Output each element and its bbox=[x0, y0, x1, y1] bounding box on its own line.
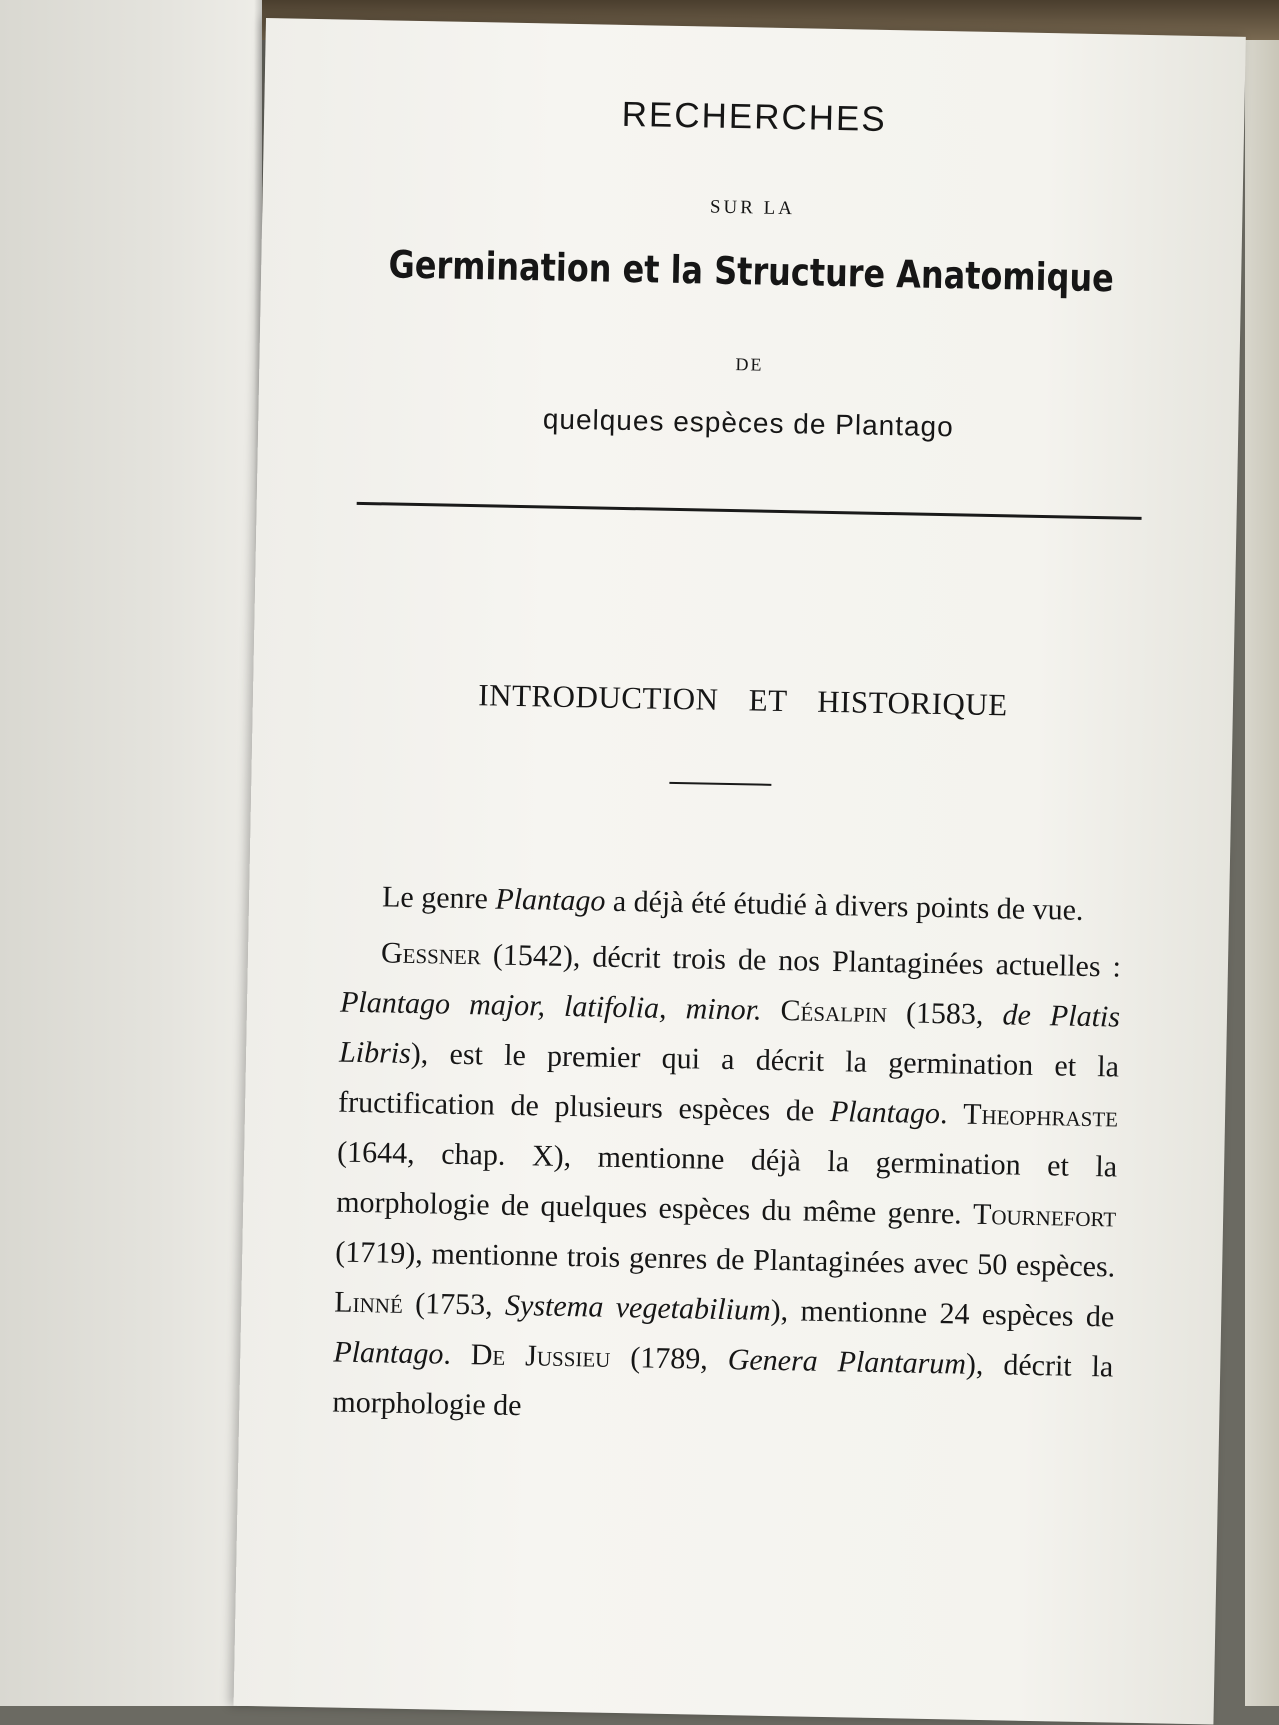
text-run: (1753, bbox=[402, 1286, 506, 1322]
text-run: Le genre bbox=[381, 880, 496, 916]
italic-run: de Platis Libris bbox=[338, 998, 1121, 1070]
italic-run: Plantago bbox=[495, 882, 606, 918]
title-plantago: quelques espèces de Plantago bbox=[542, 403, 955, 443]
text-run: (1789, bbox=[610, 1340, 729, 1377]
text-run: (1542), décrit trois de nos Plantaginées actuelles : bbox=[480, 938, 1122, 984]
section-rule bbox=[669, 782, 771, 786]
text-run: (1644, chap. X), mentionne déjà la germination et la morphologie de quelques espèces du même genre. bbox=[335, 1135, 1118, 1231]
italic-run: Plantago bbox=[829, 1095, 941, 1131]
title-recherches: RECHERCHES bbox=[621, 94, 888, 139]
author-name: Gessner bbox=[380, 936, 482, 972]
author-name: Césalpin bbox=[761, 993, 888, 1030]
page-stack-edge bbox=[1245, 40, 1279, 1706]
italic-run: Systema vegetabilium bbox=[504, 1288, 772, 1327]
text-run: ), décrit la morphologie de bbox=[332, 1347, 1114, 1423]
author-name: De Jussieu bbox=[470, 1338, 611, 1374]
title-sur-la: SUR LA bbox=[709, 196, 796, 220]
author-name: Tournefort bbox=[972, 1197, 1117, 1234]
book-page bbox=[234, 18, 1246, 1725]
left-facing-page bbox=[0, 0, 262, 1706]
paragraph-2 bbox=[332, 928, 1121, 1443]
title-rule bbox=[357, 502, 1142, 520]
text-run: (1583, bbox=[886, 996, 1003, 1032]
italic-run: Plantago major, latifolia, minor. bbox=[339, 985, 762, 1027]
title-main: Germination et la Structure Anatomique bbox=[388, 242, 1115, 301]
text-run: . bbox=[939, 1097, 964, 1131]
author-name: Theophraste bbox=[962, 1097, 1119, 1134]
text-run: ), mentionne 24 espèces de bbox=[770, 1293, 1115, 1334]
italic-run: Plantago bbox=[333, 1335, 444, 1371]
text-run: . bbox=[443, 1337, 472, 1372]
text-run: (1719), mentionne trois genres de Plantaginées avec 50 espèces. bbox=[335, 1235, 1116, 1284]
title-de: DE bbox=[735, 354, 764, 375]
body-text bbox=[332, 872, 1123, 1449]
paragraph-1 bbox=[342, 872, 1123, 937]
text-run: a déjà été étudié à divers points de vue. bbox=[605, 884, 1084, 927]
italic-run: Genera Plantarum bbox=[727, 1343, 967, 1381]
author-name: Linné bbox=[334, 1285, 404, 1320]
text-run: ), est le premier qui a décrit la germination et la fructification de plusieurs espèces de bbox=[337, 1036, 1120, 1129]
page-content bbox=[234, 18, 1246, 1725]
section-heading: INTRODUCTION ET HISTORIQUE bbox=[477, 677, 1009, 723]
